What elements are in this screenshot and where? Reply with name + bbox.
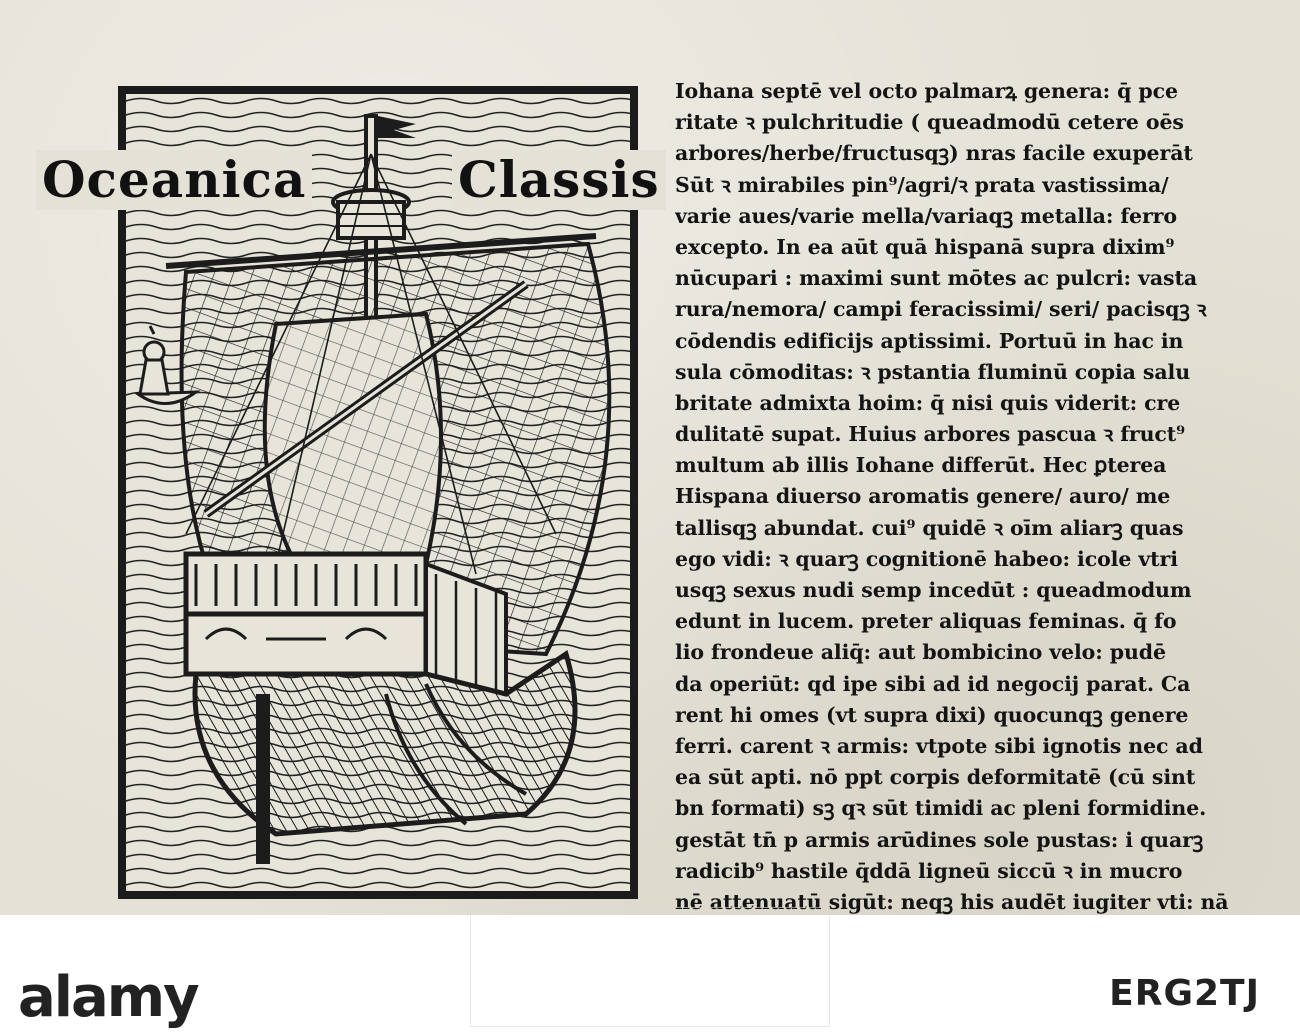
text-line: bn formati) sꝫ qꝛ sūt timidi ac pleni formidine. [675, 796, 1207, 821]
text-line: multum ab illis Iohane differūt. Hec ꝑterea [675, 453, 1167, 478]
text-line: Sūt ꝛ mirabiles pin⁹/agri/ꝛ prata vastissima/ [675, 172, 1169, 197]
text-line: arbores/herbe/fructusqꝫ) nras facile exuperāt [675, 141, 1193, 166]
text-line: ferri. carent ꝛ armis: vtpote sibi ignotis nec ad [675, 733, 1203, 758]
text-line: gestāt tn̄ p armis arūdines sole pustas: i quarꝫ [675, 827, 1204, 852]
text-line: edunt in lucem. preter aliquas feminas. q̄ fo [675, 609, 1177, 634]
woodcut-title-right: Classis [452, 150, 666, 210]
text-line: sula cōmoditas: ꝛ pstantia fluminū copia salu [675, 359, 1191, 384]
text-line: dulitatē supat. Huius arbores pascua ꝛ fruct⁹ [675, 422, 1186, 447]
watermark-code: ERG2TJ [1109, 973, 1260, 1014]
text-line: da operiūt: qd ipe sibi ad id negocij parat. Ca [675, 671, 1191, 696]
watermark-bar [0, 915, 1300, 1033]
watermark-logo-icon [470, 907, 830, 1027]
text-line: cōdendis edificijs aptissimi. Portuū in hac in [675, 328, 1184, 353]
text-line: Iohana septē vel octo palmarꝝ genera: q̄ pce [675, 79, 1178, 103]
woodcut-title-left: Oceanica [36, 150, 312, 210]
text-line: ea sūt apti. nō ppt corpis deformitatē (cū sint [675, 765, 1196, 790]
text-line: ritate ꝛ pulchritudie ( queadmodū cetere oēs [675, 110, 1184, 135]
text-line: lio frondeue aliq̄: aut bombicino velo: pudē [675, 640, 1166, 665]
ship-woodcut-illustration [126, 94, 630, 891]
text-line: usqꝫ sexus nudi semp incedūt : queadmodum [675, 578, 1192, 602]
text-line: ego vidi: ꝛ quarꝫ cognitionē habeo: icole vtri [675, 546, 1178, 571]
woodcut-illustration [126, 94, 630, 891]
text-line: rent hi omes (vt supra dixi) quocunqꝫ genere [675, 702, 1189, 727]
watermark-brand: alamy [18, 965, 198, 1030]
text-line: britate admixta hoim: q̄ nisi quis viderit: cre [675, 390, 1181, 415]
text-line: nūcupari : maximi sunt mōtes ac pulcri: vasta [675, 266, 1198, 291]
text-line: nē attenuatū sigūt: neqꝫ his audēt iugiter vti: nā [675, 889, 1229, 914]
latin-text-block [675, 76, 1235, 918]
text-line: Hispana diuerso aromatis genere/ auro/ me [675, 484, 1171, 509]
text-line: varie aues/varie mella/variaqꝫ metalla: ferro [675, 203, 1177, 228]
text-line: rura/nemora/ campi feracissimi/ seri/ pacisqꝫ ꝛ [675, 297, 1207, 322]
text-line: tallisqꝫ abundat. cui⁹ quidē ꝛ oīm aliarꝫ quas [675, 515, 1184, 540]
text-line: radicib⁹ hastile q̄ddā ligneū siccū ꝛ in mucro [675, 858, 1183, 883]
text-line: excepto. In ea aūt quā hispanā supra dixim⁹ [675, 234, 1175, 259]
